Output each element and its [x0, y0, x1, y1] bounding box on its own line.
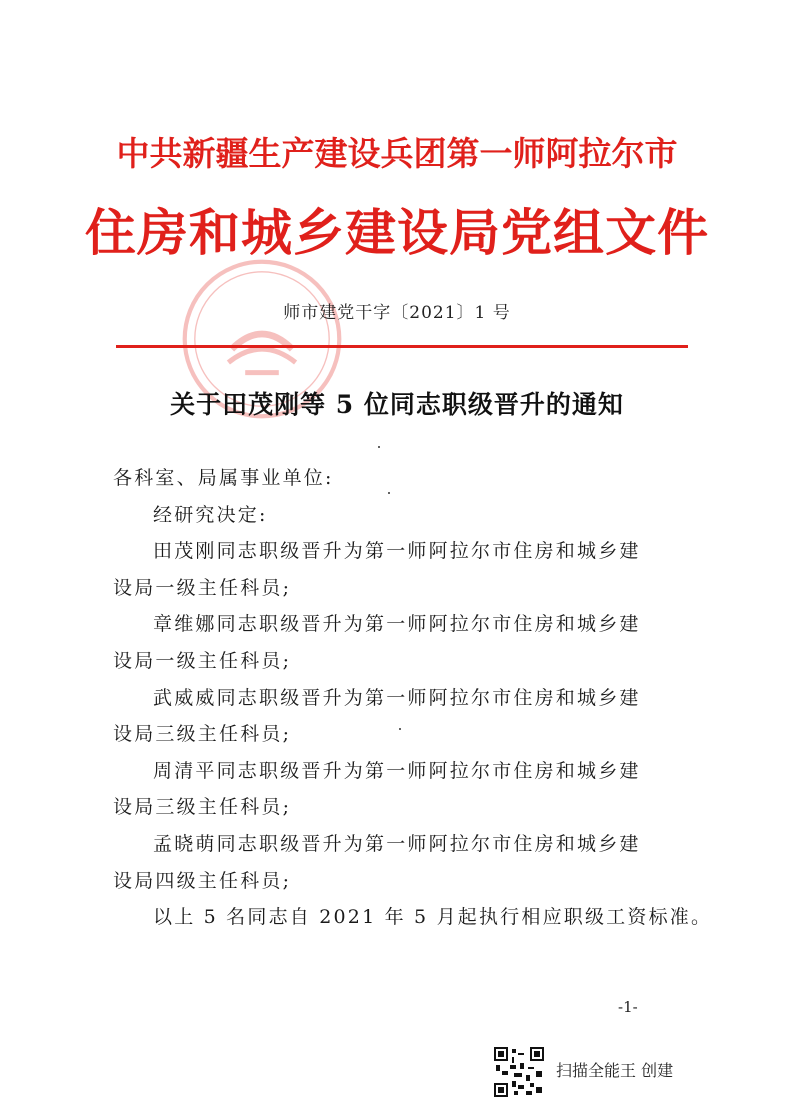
paragraph-text: 经研究决定:	[153, 503, 268, 526]
document-title: 关于田茂刚等 5 位同志职级晋升的通知	[170, 390, 624, 419]
issuer-name-line2: 住房和城乡建设局党组文件	[84, 203, 710, 262]
red-divider	[116, 345, 688, 348]
paragraph	[113, 533, 713, 606]
paragraph	[113, 899, 713, 936]
page-number: -1-	[618, 998, 638, 1016]
qr-code-icon	[494, 1047, 544, 1097]
paragraph	[113, 680, 713, 753]
scan-speck	[378, 446, 380, 448]
scan-speck	[388, 492, 390, 494]
document-body	[113, 460, 713, 936]
scan-speck	[399, 728, 401, 730]
paragraph-continuation: 设局一级主任科员;	[113, 649, 292, 672]
paragraph-continuation: 设局三级主任科员;	[113, 796, 292, 819]
paragraph	[113, 826, 713, 899]
paragraph-text: 武威威同志职级晋升为第一师阿拉尔市住房和城乡建	[153, 686, 641, 709]
scanner-watermark-label: 扫描全能王 创建	[556, 1061, 674, 1080]
salutation: 各科室、局属事业单位:	[113, 467, 334, 489]
paragraph-text: 孟晓萌同志职级晋升为第一师阿拉尔市住房和城乡建	[153, 832, 641, 855]
paragraph	[113, 497, 713, 534]
paragraph-text: 以上 5 名同志自 2021 年 5 月起执行相应职级工资标准。	[153, 906, 713, 929]
paragraph-text: 周清平同志职级晋升为第一师阿拉尔市住房和城乡建	[153, 759, 641, 782]
paragraph	[113, 753, 713, 826]
paragraph-text: 田茂刚同志职级晋升为第一师阿拉尔市住房和城乡建	[153, 540, 641, 563]
document-number: 师市建党干字〔2021〕1 号	[283, 303, 511, 323]
paragraph	[113, 606, 713, 679]
paragraph-continuation: 设局三级主任科员;	[113, 723, 292, 746]
paragraph-continuation: 设局一级主任科员;	[113, 576, 292, 599]
paragraph-text: 章维娜同志职级晋升为第一师阿拉尔市住房和城乡建	[153, 613, 641, 636]
issuer-name-line1: 中共新疆生产建设兵团第一师阿拉尔市	[116, 134, 678, 173]
paragraph-continuation: 设局四级主任科员;	[113, 869, 292, 892]
